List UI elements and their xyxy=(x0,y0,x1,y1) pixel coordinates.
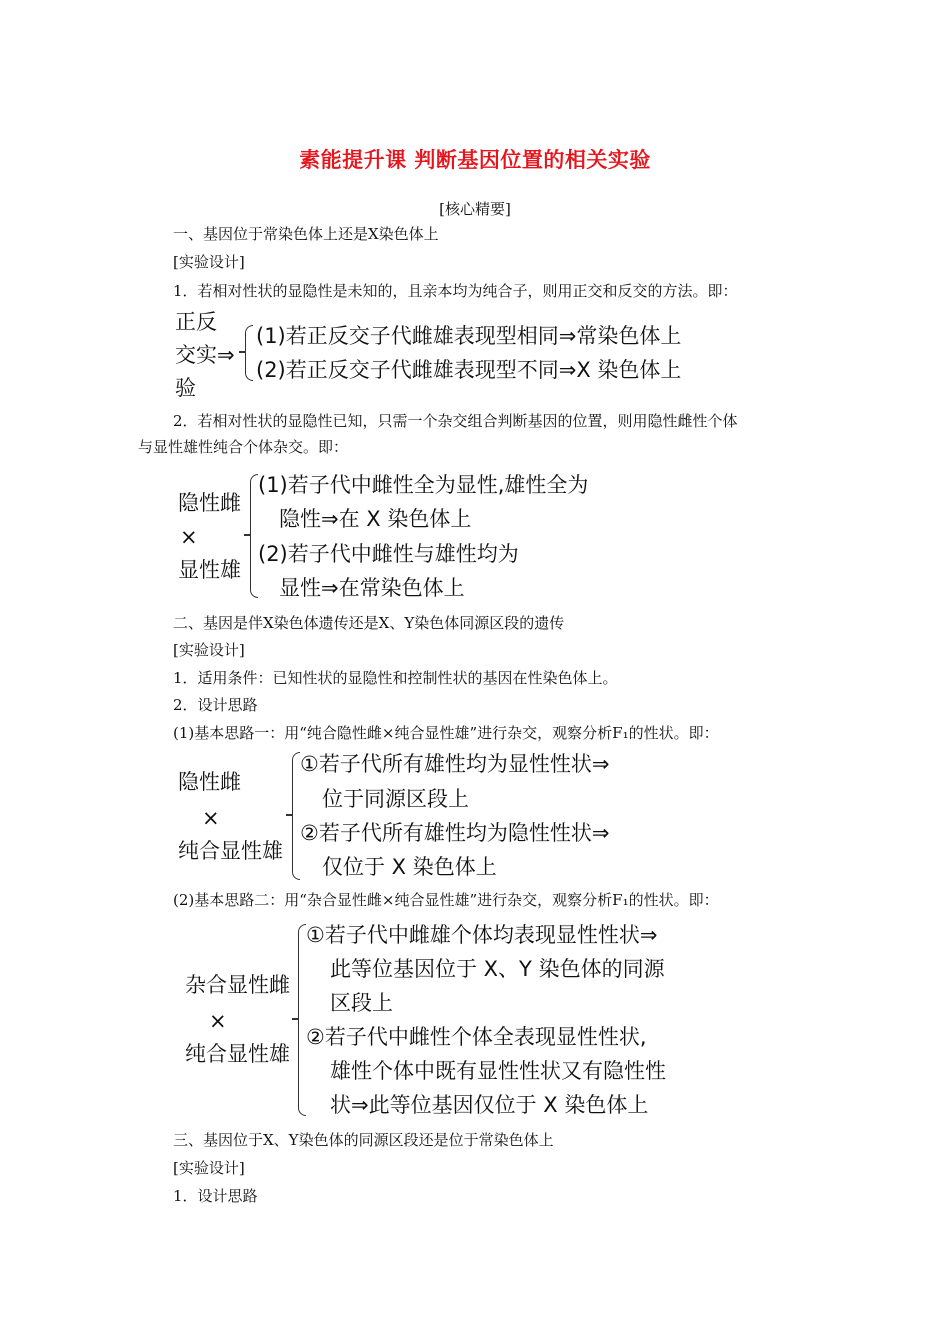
d1-left-line-1: 正反 xyxy=(175,310,217,334)
s1-heading: 一、基因位于常染色体上还是X染色体上 xyxy=(173,225,439,243)
d4-left-line-3: 纯合显性雄 xyxy=(185,1042,290,1066)
d2-brace xyxy=(250,474,258,598)
d4-branch-2c: 状⇒此等位基因仅位于 X 染色体上 xyxy=(330,1093,649,1117)
d2-branch-1b: 隐性⇒在 X 染色体上 xyxy=(279,507,472,531)
d2-branch-1a: (1)若子代中雌性全为显性,雄性全为 xyxy=(258,473,589,497)
s2-heading: 二、基因是伴X染色体遗传还是X、Y染色体同源区段的遗传 xyxy=(173,614,565,632)
s2-design-label: [实验设计] xyxy=(173,641,245,659)
d4-branch-2a: ②若子代中雌性个体全表现显性性状, xyxy=(306,1025,647,1049)
d3-branch-1b: 位于同源区段上 xyxy=(322,787,469,811)
d2-branch-2a: (2)若子代中雌性与雄性均为 xyxy=(258,542,519,566)
d4-branch-1b: 此等位基因位于 X、Y 染色体的同源 xyxy=(330,957,665,981)
d1-left-line-3: 验 xyxy=(175,376,196,400)
d3-branch-1a: ①若子代所有雄性均为显性性状⇒ xyxy=(300,752,610,776)
d1-brace-tip xyxy=(239,351,245,353)
section-header: [核心精要] xyxy=(439,200,511,218)
d2-brace-tip xyxy=(244,534,250,536)
d3-brace-tip xyxy=(286,814,292,816)
d4-left-line-1: 杂合显性雌 xyxy=(185,973,290,997)
d3-branch-2b: 仅位于 X 染色体上 xyxy=(322,855,497,879)
d2-left-line-1: 隐性雌 xyxy=(178,491,241,515)
d2-left-line-3: 显性雄 xyxy=(178,558,241,582)
s2-paragraph-2: 2．设计思路 xyxy=(173,696,258,714)
d1-left-line-2: 交实⇒ xyxy=(175,343,235,367)
s3-design-label: [实验设计] xyxy=(173,1159,245,1177)
s1-paragraph-2b: 与显性雄性纯合个体杂交。即： xyxy=(138,438,349,456)
d4-brace-tip xyxy=(292,1018,298,1020)
s2-paragraph-1: 1．适用条件：已知性状的显隐性和控制性状的基因在性染色体上。 xyxy=(173,669,618,687)
d3-brace xyxy=(292,752,300,880)
page-title: 素能提升课 判断基因位置的相关实验 xyxy=(299,148,651,172)
d4-left-cross: × xyxy=(209,1009,227,1033)
d2-branch-2b: 显性⇒在常染色体上 xyxy=(279,576,465,600)
s2-paragraph-3: (1)基本思路一：用“纯合隐性雌×纯合显性雄”进行杂交，观察分析F₁的性状。即： xyxy=(173,724,719,742)
d3-left-line-3: 纯合显性雄 xyxy=(178,839,283,863)
d4-branch-2b: 雄性个体中既有显性性状又有隐性性 xyxy=(330,1059,666,1083)
d1-branch-2: (2)若正反交子代雌雄表现型不同⇒X 染色体上 xyxy=(256,358,682,382)
s2-paragraph-4: (2)基本思路二：用“杂合显性雌×纯合显性雄”进行杂交，观察分析F₁的性状。即： xyxy=(173,891,719,909)
d4-branch-1a: ①若子代中雌雄个体均表现显性性状⇒ xyxy=(306,923,658,947)
d3-left-cross: × xyxy=(202,806,220,830)
d4-brace xyxy=(298,924,306,1116)
s3-heading: 三、基因位于X、Y染色体的同源区段还是位于常染色体上 xyxy=(173,1131,554,1149)
s3-paragraph-1: 1．设计思路 xyxy=(173,1187,258,1205)
s1-paragraph-1: 1．若相对性状的显隐性是未知的，且亲本均为纯合子，则用正交和反交的方法。即： xyxy=(173,282,738,300)
d4-branch-1c: 区段上 xyxy=(330,991,393,1015)
d2-left-cross: × xyxy=(180,525,198,549)
d3-left-line-1: 隐性雌 xyxy=(178,770,241,794)
d3-branch-2a: ②若子代所有雄性均为隐性性状⇒ xyxy=(300,821,610,845)
d1-brace xyxy=(245,325,253,381)
s1-paragraph-2a: 2．若相对性状的显隐性已知，只需一个杂交组合判断基因的位置，则用隐性雌性个体 xyxy=(173,412,738,430)
d1-branch-1: (1)若正反交子代雌雄表现型相同⇒常染色体上 xyxy=(256,324,682,348)
s1-design-label: [实验设计] xyxy=(173,253,245,271)
